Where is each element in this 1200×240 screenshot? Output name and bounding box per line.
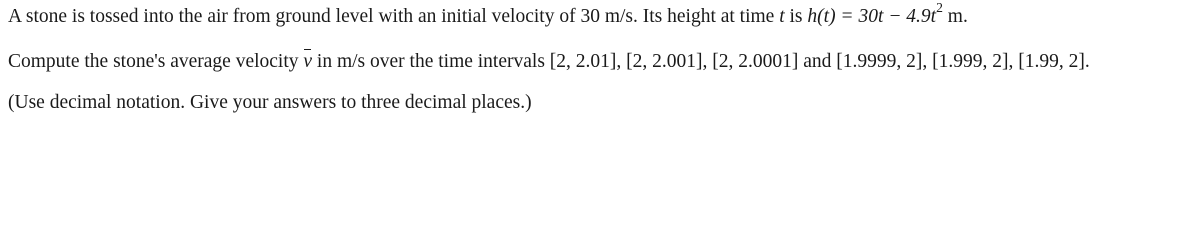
problem-instructions: (Use decimal notation. Give your answers to three decimal places.): [8, 92, 532, 114]
average-velocity-symbol: v: [303, 46, 312, 77]
is-text: is: [789, 6, 803, 27]
problem-statement: [0, 0, 1200, 117]
height-function-args: (t) = 30t: [817, 6, 884, 27]
intro-text: A stone is tossed into the air from ground level with an initial velocity of 30 m/s. Its height at time: [8, 6, 775, 27]
height-function-term: − 4.9t: [883, 6, 937, 27]
problem-prompt: [8, 46, 1192, 77]
height-function-name: h: [807, 6, 818, 27]
problem-intro: [8, 0, 1192, 30]
height-unit: m.: [942, 6, 968, 27]
time-variable: t: [779, 6, 785, 27]
exponent: 2: [936, 0, 943, 16]
prompt-after: in m/s over the time intervals [2, 2.01], [2, 2.001], [2, 2.0001] and [1.9999, 2], [1.999, 2], [1.99, 2].: [316, 51, 1090, 73]
prompt-before: Compute the stone's average velocity: [8, 51, 299, 73]
